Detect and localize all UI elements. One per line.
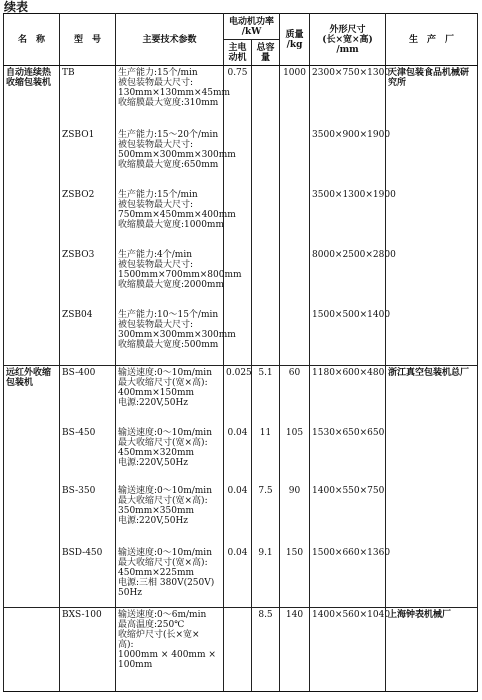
table-row [4, 366, 478, 426]
param-line: 生产能力:15个/min [118, 189, 198, 200]
cell-name [4, 308, 60, 366]
cell-params [116, 308, 236, 366]
header-params: 主要技术参数 [116, 14, 224, 66]
param-line: 输送速度:0～10m/min [118, 427, 212, 438]
header-dims: 外形尺寸 (长×宽×高) /mm [310, 14, 386, 66]
cell-mass [280, 188, 310, 248]
cell-name: 远红外收缩包装机 [4, 366, 60, 426]
table-row [4, 308, 478, 366]
cell-power-total: 7.5 [252, 484, 280, 546]
param-line: 电源:220V,50Hz [118, 515, 189, 526]
cell-dims: 1400×560×1040 [310, 608, 386, 692]
param-line: 130mm×130mm×45mm [118, 88, 231, 98]
param-line: 生产能力:15～20个/min [118, 129, 219, 140]
cell-mass: 90 [280, 484, 310, 546]
param-line: 450mm×225mm [118, 567, 195, 578]
cell-model: ZSB04 [60, 308, 116, 366]
cell-dims: 2300×750×1300 [310, 66, 386, 128]
cell-params [116, 546, 224, 608]
cell-maker [386, 248, 478, 308]
param-line: 收缩炉尺寸(长×宽× [118, 630, 200, 640]
cell-power-total [252, 188, 280, 248]
cell-name [4, 188, 60, 248]
param-line: 输送速度:0～10m/min [118, 485, 212, 496]
param-line: 450mm×320mm [118, 447, 195, 458]
param-line: 最大收缩尺寸(宽×高): [118, 437, 208, 448]
param-line: 输送速度:0～10m/min [118, 547, 212, 558]
cell-name [4, 546, 60, 608]
cell-maker [386, 188, 478, 248]
table-caption: 续表 [4, 0, 29, 14]
param-line: 电源:220V,50Hz [118, 398, 189, 408]
header-mass: 质量 /kg [280, 14, 310, 66]
cell-maker [386, 426, 478, 484]
cell-maker [386, 546, 478, 608]
param-line: 电源:三相 380V(250V) [118, 577, 215, 588]
param-line: 最大收缩尺寸(宽×高): [118, 557, 208, 568]
param-line: 500mm×300mm×300mm [118, 149, 236, 160]
cell-dims: 1180×600×480 [310, 366, 386, 426]
cell-power-total: 11 [252, 426, 280, 484]
cell-power-total: 5.1 [252, 366, 280, 426]
cell-name [4, 128, 60, 188]
param-line: 最高温度:250℃ [118, 620, 185, 630]
header-power-total: 总容量 [252, 40, 280, 66]
param-line: 收缩膜最大宽度:500mm [118, 339, 219, 350]
cell-power-total: 8.5 [252, 608, 280, 692]
cell-dims: 1500×500×1400 [310, 308, 386, 366]
cell-power-total: 9.1 [252, 546, 280, 608]
param-line: 收缩膜最大宽度:310mm [118, 98, 219, 108]
param-line: 750mm×450mm×400mm [118, 209, 236, 220]
cell-model: BSD-450 [60, 546, 116, 608]
cell-dims: 3500×900×1900 [310, 128, 386, 188]
cell-mass: 150 [280, 546, 310, 608]
param-line: 输送速度:0～6m/min [118, 610, 207, 620]
cell-model: ZSBO1 [60, 128, 116, 188]
param-line: 1000mm × 400mm × [118, 650, 216, 660]
param-line: 400mm×150mm [118, 388, 195, 398]
cell-dims: 1400×550×750 [310, 484, 386, 546]
cell-params [116, 188, 236, 248]
table-row [4, 248, 478, 308]
param-line: 最大收缩尺寸(宽×高): [118, 378, 208, 388]
cell-power-main: 0.04 [224, 546, 252, 608]
cell-dims: 1530×650×650 [310, 426, 386, 484]
param-line: 被包装物最大尺寸: [118, 78, 194, 88]
cell-model: BS-450 [60, 426, 116, 484]
cell-params [116, 484, 224, 546]
table-row [4, 546, 478, 608]
cell-params [116, 426, 224, 484]
cell-mass: 105 [280, 426, 310, 484]
cell-name: 自动连续热收缩包装机 [4, 66, 60, 128]
cell-power-total [252, 66, 280, 128]
cell-model: BS-400 [60, 366, 116, 426]
cell-mass: 1000 [280, 66, 310, 128]
cell-power-total [252, 308, 280, 366]
cell-mass [280, 308, 310, 366]
header-model: 型 号 [60, 14, 116, 66]
cell-model: ZSBO2 [60, 188, 116, 248]
cell-maker [386, 308, 478, 366]
cell-name [4, 484, 60, 546]
header-power: 电动机功率 /kW [224, 14, 280, 40]
cell-model: BS-350 [60, 484, 116, 546]
cell-params [116, 248, 242, 308]
cell-model: BXS-100 [60, 608, 116, 692]
table-body [4, 66, 478, 692]
cell-name [4, 248, 60, 308]
cell-power-main: 0.025 [224, 366, 252, 426]
param-line: 被包装物最大尺寸: [118, 319, 194, 330]
cell-power-total [252, 128, 280, 188]
param-line: 最大收缩尺寸(宽×高): [118, 495, 208, 506]
cell-mass: 140 [280, 608, 310, 692]
param-line: 收缩膜最大宽度:650mm [118, 159, 219, 170]
param-line: 被包装物最大尺寸: [118, 259, 194, 270]
param-line: 生产能力:15个/min [118, 68, 198, 78]
cell-maker: 上海钟表机械厂 [386, 608, 478, 692]
cell-maker [386, 128, 478, 188]
param-line: 50Hz [118, 587, 143, 598]
cell-maker: 浙江真空包装机总厂 [386, 366, 478, 426]
param-line: 1500mm×700mm×800mm [118, 269, 242, 280]
cell-params [116, 66, 231, 128]
param-line: 电源:220V,50Hz [118, 457, 189, 468]
param-line: 生产能力:10～15个/min [118, 309, 219, 320]
cell-dims: 1500×660×1360 [310, 546, 386, 608]
cell-power-total [252, 248, 280, 308]
param-line: 被包装物最大尺寸: [118, 139, 194, 150]
cell-model: ZSBO3 [60, 248, 116, 308]
header-name: 名 称 [4, 14, 60, 66]
cell-mass [280, 248, 310, 308]
cell-params [116, 366, 224, 426]
table-row [4, 484, 478, 546]
cell-mass: 60 [280, 366, 310, 426]
header-maker: 生 产 厂 [386, 14, 478, 66]
cell-power-main: 0.75 [224, 66, 252, 128]
cell-mass [280, 128, 310, 188]
cell-params [116, 128, 236, 188]
cell-dims: 3500×1300×1900 [310, 188, 386, 248]
cell-dims: 8000×2500×2800 [310, 248, 386, 308]
param-line: 被包装物最大尺寸: [118, 199, 194, 210]
param-line: 高): [118, 640, 134, 650]
cell-maker [386, 484, 478, 546]
cell-power-main: 0.04 [224, 484, 252, 546]
param-line: 生产能力:4个/min [118, 249, 192, 260]
cell-power-main [224, 608, 252, 692]
cell-name [4, 608, 60, 692]
table-row [4, 608, 478, 692]
param-line: 收缩膜最大宽度:2000mm [118, 279, 225, 290]
table-row [4, 426, 478, 484]
param-line: 300mm×300mm×300mm [118, 329, 236, 340]
table-row [4, 66, 478, 128]
header-power-main: 主电 动机 [224, 40, 252, 66]
table-row [4, 128, 478, 188]
cell-params [116, 608, 224, 692]
param-line: 350mm×350mm [118, 505, 195, 516]
cell-name [4, 426, 60, 484]
param-line: 输送速度:0～10m/min [118, 368, 212, 378]
param-line: 100mm [118, 660, 153, 670]
spec-table [3, 13, 478, 692]
cell-model: TB [60, 66, 116, 128]
cell-power-main: 0.04 [224, 426, 252, 484]
cell-maker: 天津包装食品机械研究所 [386, 66, 478, 128]
table-row [4, 188, 478, 248]
param-line: 收缩膜最大宽度:1000mm [118, 219, 225, 230]
